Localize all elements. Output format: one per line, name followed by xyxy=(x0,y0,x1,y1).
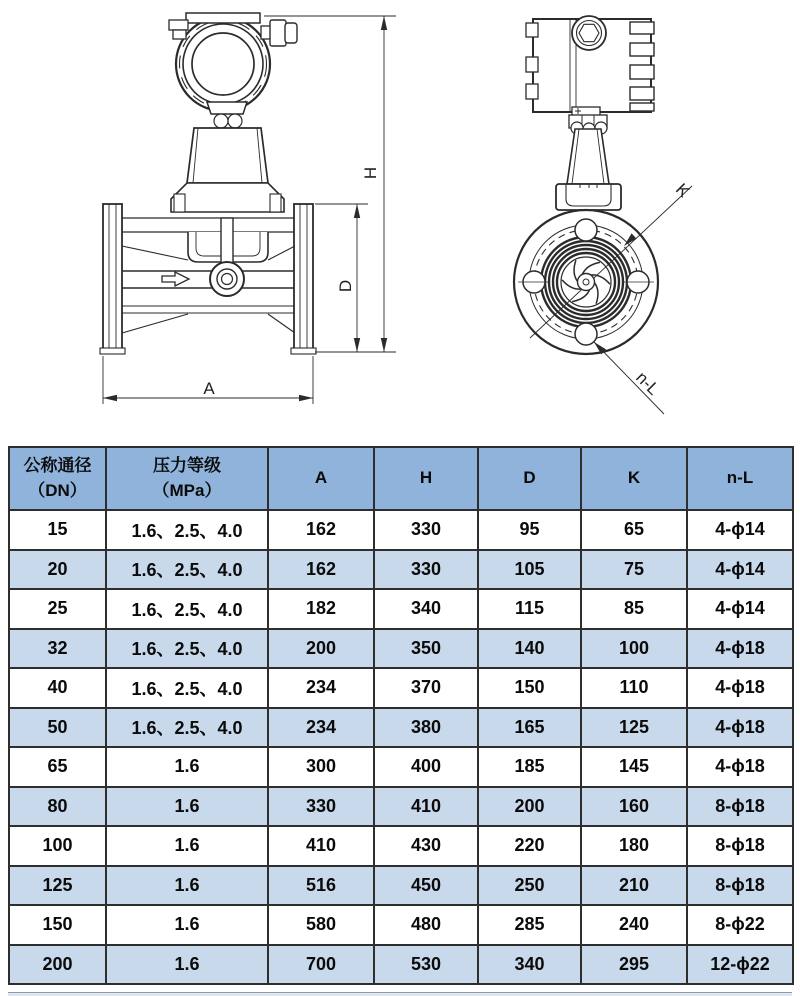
table-row xyxy=(9,905,793,945)
table-cell: 1.6、2.5、4.0 xyxy=(106,668,268,708)
table-cell: 240 xyxy=(581,905,687,945)
table-row xyxy=(9,589,793,629)
table-cell: 250 xyxy=(478,866,581,906)
table-cell: 1.6、2.5、4.0 xyxy=(106,708,268,748)
table-cell: 162 xyxy=(268,510,374,550)
table-cell: 516 xyxy=(268,866,374,906)
col-header-dn xyxy=(9,447,106,510)
table-cell: 40 xyxy=(9,668,106,708)
table-row xyxy=(9,747,793,787)
neck-side xyxy=(556,129,621,210)
table-cell: 8-ϕ22 xyxy=(687,905,793,945)
table-cell: 700 xyxy=(268,945,374,985)
table-cell: 380 xyxy=(374,708,478,748)
table-cell: 180 xyxy=(581,826,687,866)
table-cell: 50 xyxy=(9,708,106,748)
nl-leader xyxy=(594,342,664,414)
table-cell: 4-ϕ14 xyxy=(687,510,793,550)
table-cell: 4-ϕ18 xyxy=(687,668,793,708)
table-cell: 140 xyxy=(478,629,581,669)
table-cell: 115 xyxy=(478,589,581,629)
table-header-row xyxy=(9,447,793,510)
table-cell: 8-ϕ18 xyxy=(687,826,793,866)
col-header-k: K xyxy=(581,447,687,510)
table-cell: 150 xyxy=(478,668,581,708)
table-cell: 530 xyxy=(374,945,478,985)
table-row xyxy=(9,629,793,669)
table-cell: 105 xyxy=(478,550,581,590)
table-cell: 145 xyxy=(581,747,687,787)
table-row xyxy=(9,550,793,590)
table-cell: 210 xyxy=(581,866,687,906)
dim-label-k: K xyxy=(671,179,694,202)
table-cell: 234 xyxy=(268,708,374,748)
table-cell: 95 xyxy=(478,510,581,550)
table-cell: 1.6 xyxy=(106,787,268,827)
col-header-nl: n-L xyxy=(687,447,793,510)
flange-left xyxy=(100,204,125,354)
table-cell: 65 xyxy=(581,510,687,550)
table-cell: 4-ϕ18 xyxy=(687,747,793,787)
cable-gland-left-icon xyxy=(169,20,188,39)
cropped-next-row-sliver xyxy=(8,992,792,996)
table-cell: 8-ϕ18 xyxy=(687,787,793,827)
table-cell: 450 xyxy=(374,866,478,906)
technical-drawings xyxy=(0,0,800,440)
table-cell: 1.6、2.5、4.0 xyxy=(106,510,268,550)
table-cell: 430 xyxy=(374,826,478,866)
table-cell: 185 xyxy=(478,747,581,787)
table-row xyxy=(9,945,793,985)
table-cell: 12-ϕ22 xyxy=(687,945,793,985)
table-cell: 234 xyxy=(268,668,374,708)
table-cell: 200 xyxy=(478,787,581,827)
table-cell: 25 xyxy=(9,589,106,629)
table-cell: 100 xyxy=(9,826,106,866)
sensor-port xyxy=(210,262,244,296)
table-row xyxy=(9,826,793,866)
table-cell: 1.6、2.5、4.0 xyxy=(106,629,268,669)
col-header-pressure xyxy=(106,447,268,510)
col-header-pressure-title: 压力等级 xyxy=(153,455,221,475)
table-cell: 160 xyxy=(581,787,687,827)
table-cell: 295 xyxy=(581,945,687,985)
table-cell: 200 xyxy=(268,629,374,669)
table-cell: 340 xyxy=(478,945,581,985)
table-cell: 150 xyxy=(9,905,106,945)
table-cell: 182 xyxy=(268,589,374,629)
table-cell: 100 xyxy=(581,629,687,669)
transmitter-head-side xyxy=(526,16,654,135)
table-cell: 330 xyxy=(374,510,478,550)
col-header-a: A xyxy=(268,447,374,510)
table-cell: 1.6 xyxy=(106,905,268,945)
table-cell: 1.6、2.5、4.0 xyxy=(106,550,268,590)
col-header-dn-title: 公称通径 xyxy=(23,455,92,475)
col-header-d: D xyxy=(478,447,581,510)
col-header-pressure-sub: （MPa） xyxy=(152,480,222,500)
table-cell: 4-ϕ14 xyxy=(687,589,793,629)
table-cell: 32 xyxy=(9,629,106,669)
meter-body xyxy=(122,218,295,333)
table-cell: 110 xyxy=(581,668,687,708)
table-row xyxy=(9,708,793,748)
dim-label-a: A xyxy=(203,379,215,398)
table-cell: 1.6 xyxy=(106,747,268,787)
table-cell: 4-ϕ14 xyxy=(687,550,793,590)
table-cell: 65 xyxy=(9,747,106,787)
table-cell: 200 xyxy=(9,945,106,985)
table-cell: 285 xyxy=(478,905,581,945)
table-cell: 220 xyxy=(478,826,581,866)
table-cell: 4-ϕ18 xyxy=(687,629,793,669)
dimension-a xyxy=(103,356,313,404)
table-cell: 1.6 xyxy=(106,945,268,985)
mounting-bracket xyxy=(171,183,284,212)
flange-right xyxy=(291,204,316,354)
table-cell: 75 xyxy=(581,550,687,590)
table-cell: 370 xyxy=(374,668,478,708)
meter-neck xyxy=(171,102,284,212)
table-cell: 400 xyxy=(374,747,478,787)
table-cell: 1.6 xyxy=(106,826,268,866)
table-row xyxy=(9,510,793,550)
table-cell: 330 xyxy=(268,787,374,827)
dimension-h xyxy=(264,16,396,352)
side-tabs xyxy=(526,23,538,99)
table-cell: 580 xyxy=(268,905,374,945)
table-cell: 125 xyxy=(9,866,106,906)
table-cell: 480 xyxy=(374,905,478,945)
col-header-h: H xyxy=(374,447,478,510)
flange-face xyxy=(514,180,694,414)
table-cell: 410 xyxy=(374,787,478,827)
display-window xyxy=(192,33,254,95)
dim-label-d: D xyxy=(336,279,355,293)
table-cell: 4-ϕ18 xyxy=(687,708,793,748)
flow-direction-arrow-icon xyxy=(162,272,189,286)
table-cell: 165 xyxy=(478,708,581,748)
top-port-icon xyxy=(572,16,606,50)
table-cell: 330 xyxy=(374,550,478,590)
table-row xyxy=(9,866,793,906)
table-cell: 80 xyxy=(9,787,106,827)
dim-label-nl: n-L xyxy=(632,367,664,399)
front-view-drawing xyxy=(100,13,396,404)
table-cell: 350 xyxy=(374,629,478,669)
col-header-dn-sub: （DN） xyxy=(28,480,87,500)
sensor-stem xyxy=(221,218,233,264)
table-cell: 410 xyxy=(268,826,374,866)
table-cell: 1.6、2.5、4.0 xyxy=(106,589,268,629)
side-view-drawing xyxy=(514,16,694,414)
table-cell: 20 xyxy=(9,550,106,590)
table-cell: 162 xyxy=(268,550,374,590)
transmitter-head xyxy=(169,13,297,111)
cable-gland-right-icon xyxy=(261,20,297,46)
table-cell: 340 xyxy=(374,589,478,629)
head-top-cap xyxy=(186,13,260,23)
table-row xyxy=(9,787,793,827)
table-cell: 300 xyxy=(268,747,374,787)
dimension-table xyxy=(8,446,794,985)
table-cell: 125 xyxy=(581,708,687,748)
table-cell: 8-ϕ18 xyxy=(687,866,793,906)
dim-label-h: H xyxy=(361,166,380,180)
table-cell: 1.6 xyxy=(106,866,268,906)
table-row xyxy=(9,668,793,708)
table-cell: 15 xyxy=(9,510,106,550)
table-cell: 85 xyxy=(581,589,687,629)
